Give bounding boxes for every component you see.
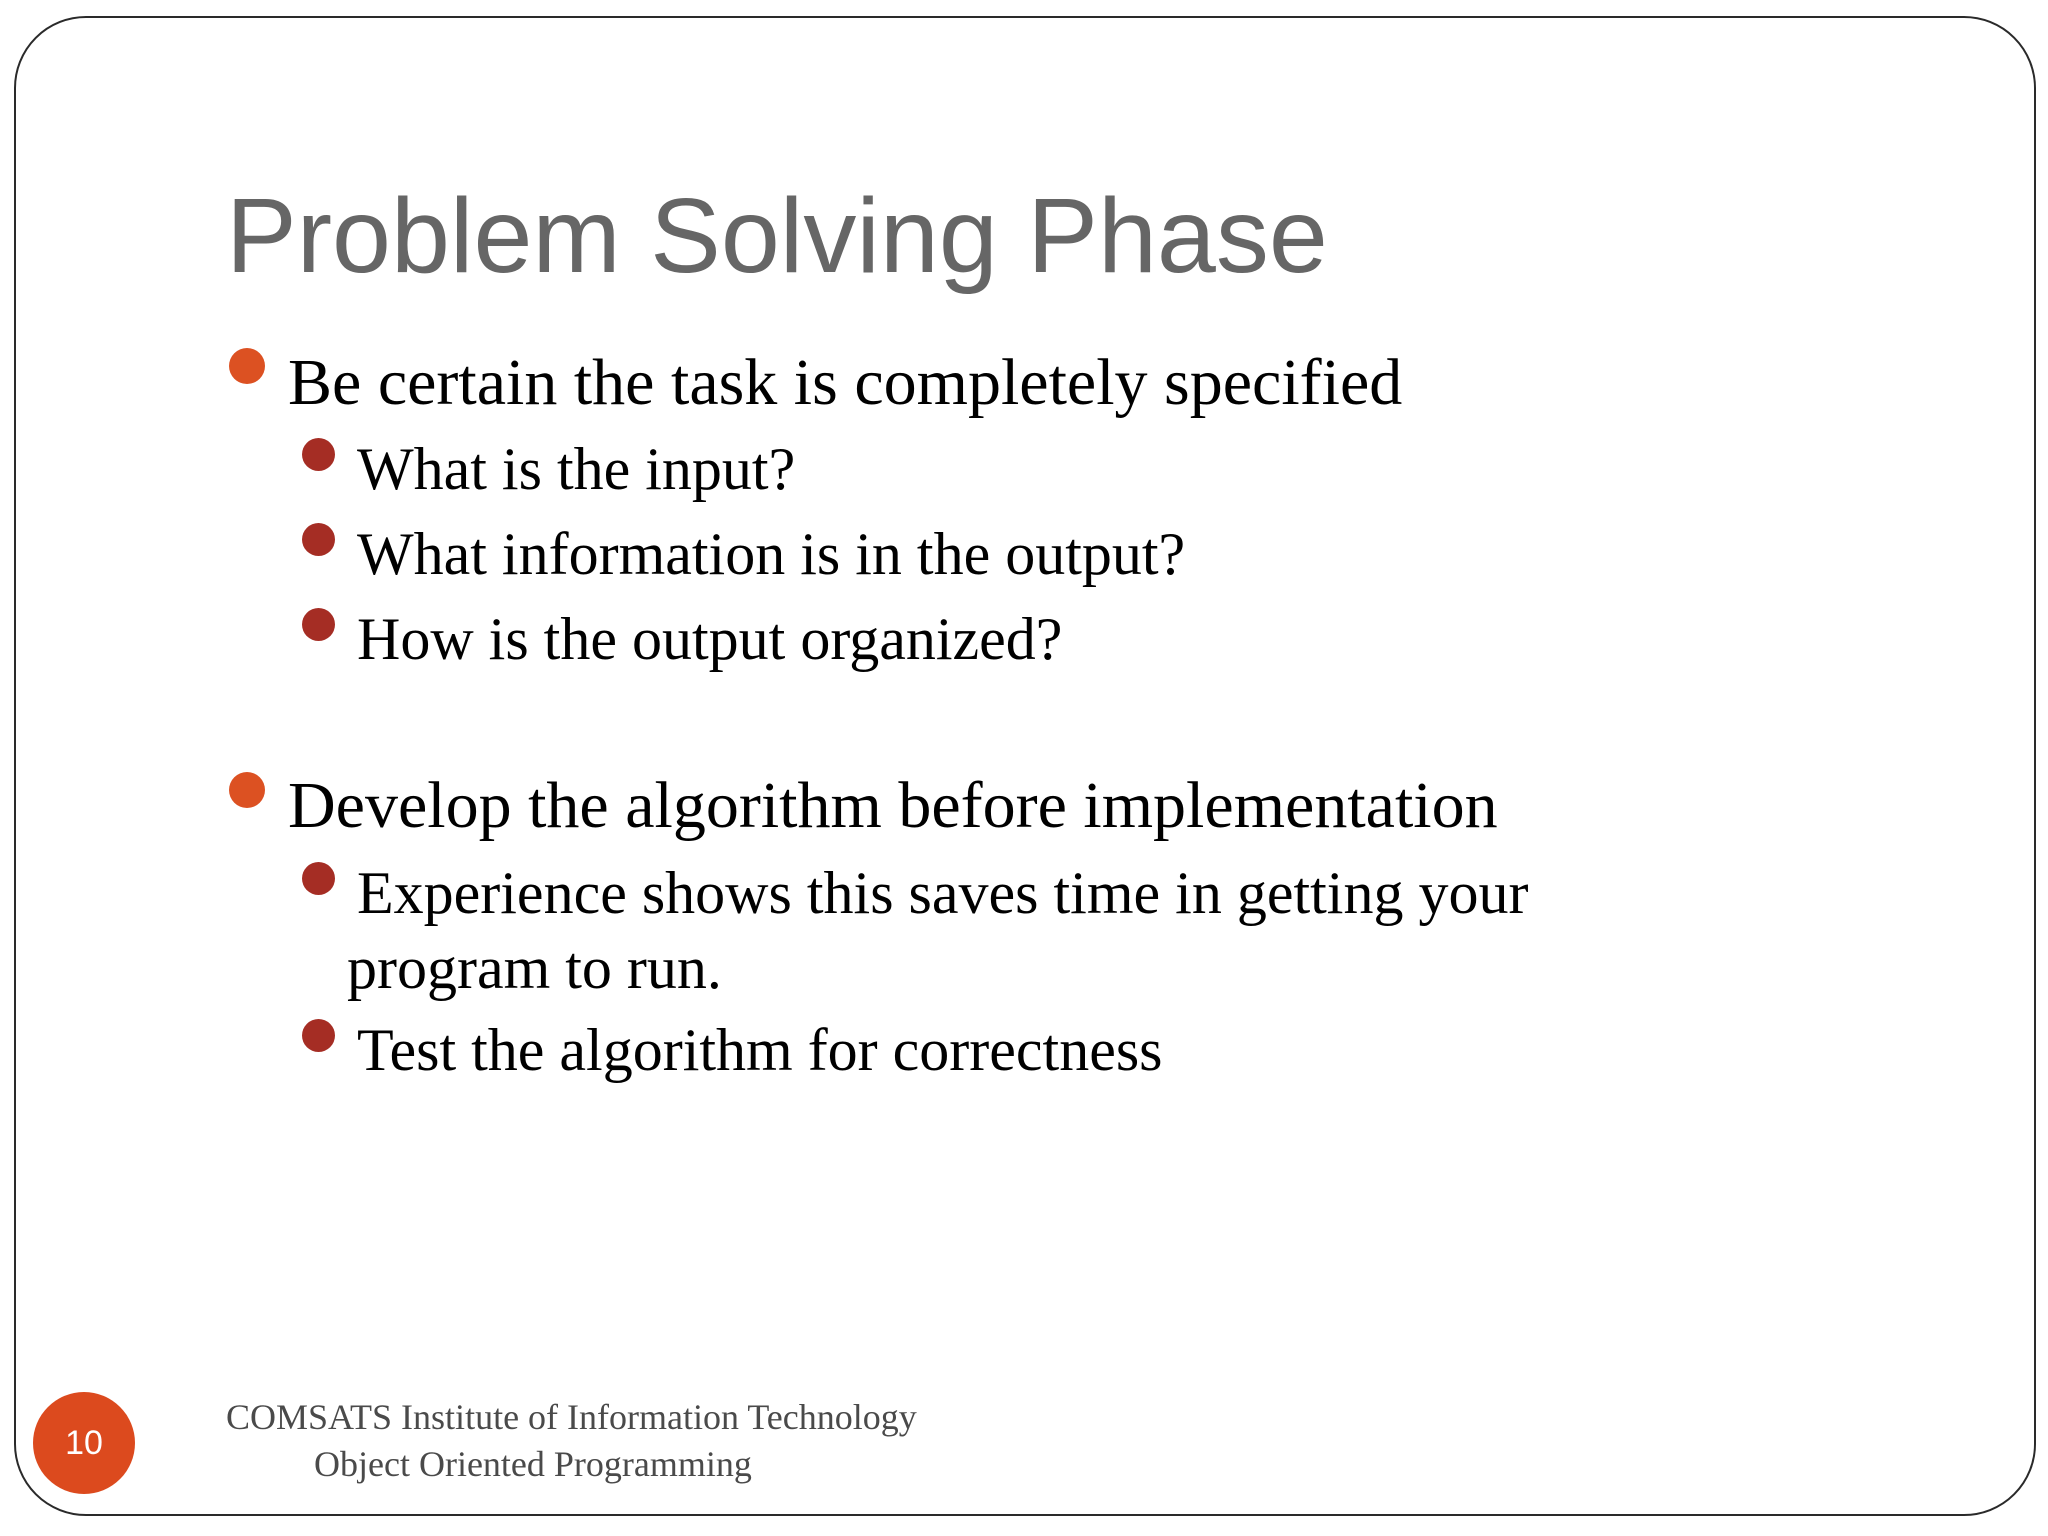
sub-bullet-item: What is the input?	[357, 436, 796, 502]
sub-bullet-item-continuation: program to run.	[347, 935, 722, 1001]
bullet-dot-icon	[229, 348, 265, 384]
footer-institution: COMSATS Institute of Information Technology	[226, 1397, 917, 1437]
sub-bullet-item: How is the output organized?	[357, 606, 1063, 672]
sub-bullet-item: Experience shows this saves time in getting your	[357, 860, 1529, 926]
page-number-badge: 10	[33, 1392, 135, 1494]
bullet-item: Develop the algorithm before implementation	[288, 769, 1498, 842]
footer-course: Object Oriented Programming	[314, 1444, 752, 1484]
sub-bullet-dot-icon	[302, 438, 335, 471]
sub-bullet-item: What information is in the output?	[357, 521, 1186, 587]
bullet-item: Be certain the task is completely specified	[288, 346, 1403, 419]
bullet-dot-icon	[229, 772, 265, 808]
sub-bullet-dot-icon	[302, 862, 335, 895]
sub-bullet-dot-icon	[302, 523, 335, 556]
sub-bullet-dot-icon	[302, 608, 335, 641]
sub-bullet-item: Test the algorithm for correctness	[357, 1017, 1163, 1083]
sub-bullet-dot-icon	[302, 1019, 335, 1052]
slide-title: Problem Solving Phase	[226, 177, 1328, 295]
